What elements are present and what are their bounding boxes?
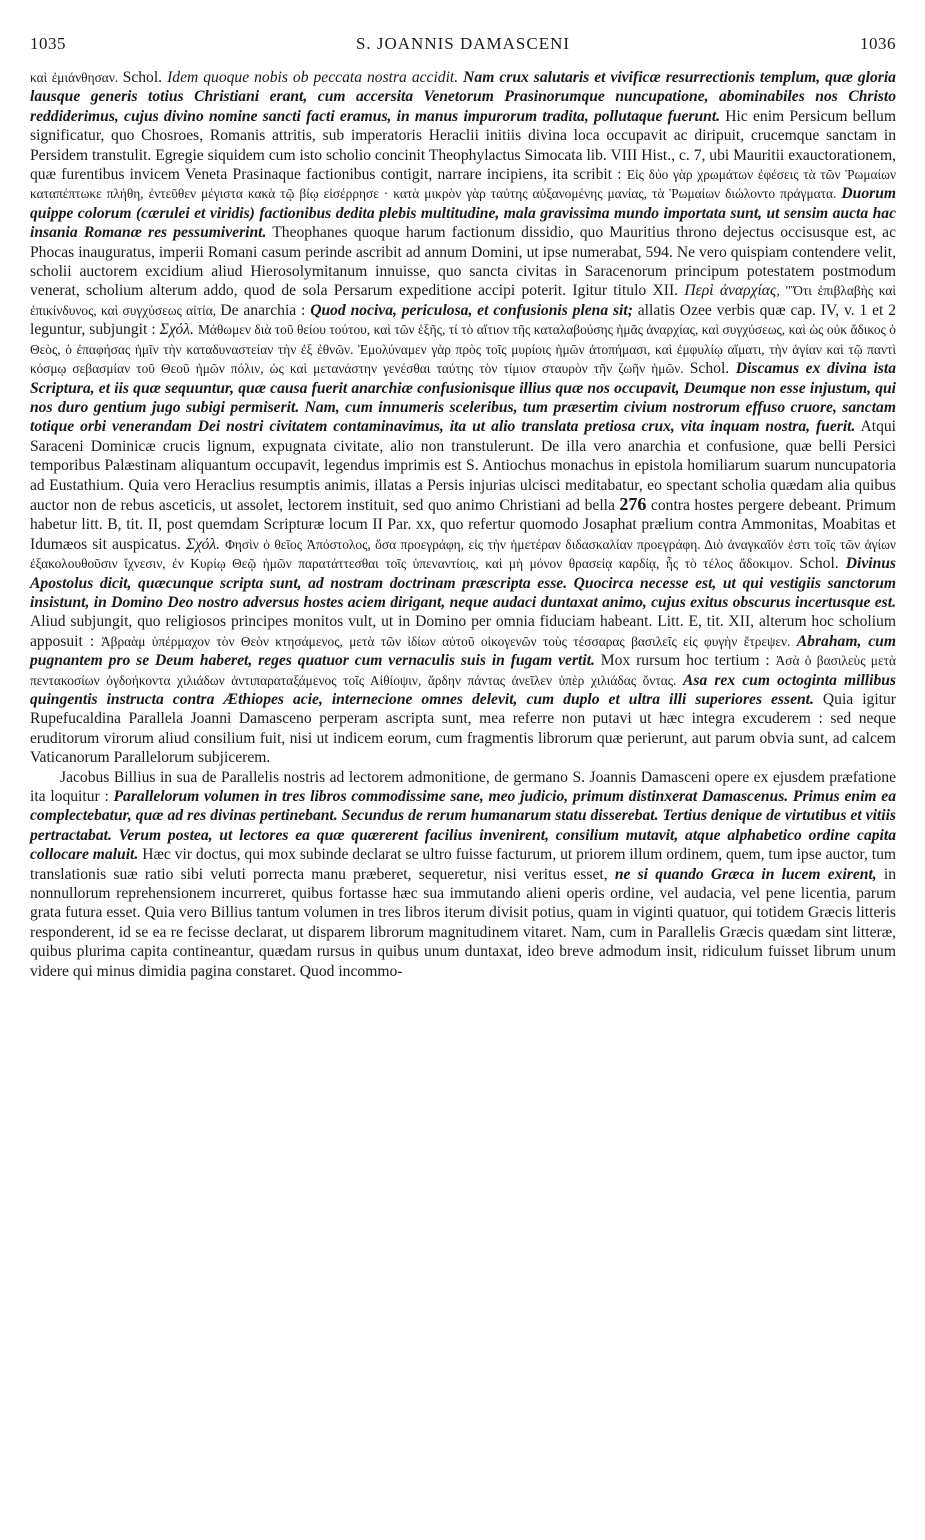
paragraph2-run: in nonnullorum reprehensionem incurreret, quibus fortasse hæc sua immutando alieni operis ordine, vel audacia, vel pene licentia, parum grata futura esset. Quia vero Billius tantum volumen in tres libros iterum divisit potius, quam in viginti quatuor, qui totidem Græcis litteris responderent, id se ea re fecisse declarat, ut disparem librorum magnitudinem vitaret. Nam, cum in Parallelis Græcis quædam sint litteræ, quibus plurima capita contineantur, quædam rursus in quibus unum duntaxat, ideo breve admodum insit, ridiculum fuisset librum unum videre qui minus dimidia pagina constaret. Quod incommo- xyxy=(30,865,896,980)
paragraph1-run: Σχόλ. xyxy=(159,321,198,339)
paragraph1-run: Nam crux salutaris et vivificæ resurrectionis templum, quæ gloria lausque generis totius Christiani erant, cum accersita Venetorum Prasinorumque nuncupatione, abominabiles nos Christo reddiderimus, cujus divino nomine sancti facti eramus, in manus impurorum tradita, pollutaque fuerunt. xyxy=(30,69,896,125)
body-text xyxy=(30,68,896,981)
paragraph1-run: Σχόλ. xyxy=(185,535,226,553)
right-page-number: 1036 xyxy=(859,34,896,53)
paragraph1-run: Idem quoque nobis ob peccata nostra accidit. xyxy=(167,69,464,86)
paragraph1-run: Asa rex cum octoginta millibus quingentis instructa contra Æthiopes acie, internecione omnes delevit, cum duplo et ultra illi superiores essent. xyxy=(30,671,897,708)
paragraph1-run: contra hostes pergere debeant. Primum habetur litt. B, tit. II, post quemdam Scripturæ locum II Par. xx, quo refertur quomodo Josaphat prælium contra Ammonitas, Moabitas et Idumæos sit auspicatus. xyxy=(30,496,896,553)
paragraph1-run: καὶ ἐμιάνθησαν. xyxy=(30,70,123,85)
paragraph1-run: Abraham, cum pugnantem pro se Deum haberet, reges quatuor cum vernaculis suis in fugam vertit. xyxy=(30,632,896,670)
page-header xyxy=(30,34,896,62)
paragraph1-run: , "Ὅτι ἐπιβλαβὴς καὶ ἐπικίνδυνος, καὶ συγχύσεως αἰτία, xyxy=(30,283,897,318)
paragraph2-run: Hæc vir doctus, qui mox subinde declarat se ultro fuisse facturum, ut priorem illum ordinem, quem, tum ipse auctor, tum translationis suæ ratio sibi veluti porrecta manu præberet, sequeretur, nisi veritus esset, xyxy=(30,846,897,883)
paragraph1-run: Duorum quippe colorum (cærulei et viridis) factionibus dedita plebis multitudine, mala gravissima mundo importata sunt, ut sensim aucta hac insania Romanæ res pessumiverint. xyxy=(30,185,896,242)
paragraph1-run: Schol. xyxy=(122,69,168,86)
paragraph1-run: 276 xyxy=(619,493,647,514)
paragraph1-run: Φησὶν ὁ θεῖος Ἀπόστολος, ὅσα προεγράφη, εἰς τὴν ἡμετέραν διδασκαλίαν προεγράφη. Διὸ ἀναγκαῖόν ἐστι τοῖς τῶν ἁγίων ἐξακολουθοῦσιν ἴχνεσιν, ἐν Κυρίῳ Θεῷ ἡμῶν παρατάττεσθαι τοῖς ὑπεναντίοις, καὶ μὴ μόνον θρασείᾳ καρδίᾳ, ἧς τὸ τέλος ἄδοκιμον. xyxy=(30,536,896,572)
paragraph1-run: Περὶ ἀναρχίας xyxy=(684,282,777,300)
paragraph1-run: De anarchia : xyxy=(220,301,311,319)
paragraph1-run: Atqui Saraceni Dominicæ crucis lignum, expugnata civitate, alio non transtulerunt. De illa vero anarchia et confusione, quæ belli Persici temporibus Palæstinam aliquantum occupavit, legendus imprimis est S. Antiochus monachus in epistola homiliarum suarum nuncupatoria ad Eustathium. Quia vero Heraclius resumptis animis, illatas a Persis injurias ulcisci meditabatur, eo spectant scholia quædam alia quibus auctor non de rebus asceticis, ut assolet, lectorem instituit, sed quo animo Christiani ad bella xyxy=(30,418,897,514)
paragraph2-run: Parallelorum volumen in tres libros commodissime sane, meo judicio, primum distinxerat Damascenus. Primus enim ea complectebatur, quæ ad res divinas pertinebant. Secundus de rerum humanarum statu disserebat. Tertius denique de virtutibus et vitiis pertractabat. Verum postea, ut lectores ea quæ quærerent facilius invenirent, consilium mutavit, atque alphabetico ordine capita collocare maluit. xyxy=(30,788,896,864)
paragraph1-run: Mox rursum hoc tertium : xyxy=(594,652,776,670)
paragraph1-run: Ἀσὰ ὁ βασιλεὺς μετὰ πεντακοσίων ὀγδοήκοντα χιλιάδων ἀντιπαραταξάμενος τοῖς Αἰθίοψιν, ἄρδην πάντας ἀνεῖλεν ὑπὲρ χιλιάδας ὄντας. xyxy=(30,653,896,688)
paragraph1-run: Schol. xyxy=(799,555,846,573)
paragraph1-run: Quod nociva, periculosa, et confusionis plena sit; xyxy=(310,301,633,319)
paragraph2-run: Jacobus Billius in sua de Parallelis nostris ad lectorem admonitione, de germano S. Joannis Damasceni opere ex ejusdem præfatione ita loquitur : xyxy=(30,768,896,806)
paragraph1-run: Εἰς δύο γὰρ χρωμάτων ἐφέσεις τὰ τῶν Ῥωμαίων καταπέπτωκε πλήθη, ἐντεῦθεν μέγιστα κακὰ τῷ βίῳ εἰσέρρησε · κατὰ μικρὸν γὰρ ταύτης αὐξανομένης μανίας, τὰ Ῥωμαίων διώλοντο πράγματα. xyxy=(30,167,896,202)
paragraph1-run: Quia igitur Rupefucaldina Parallela Joanni Damasceno perperam ascripta sunt, mea referre non putavi ut hæc integra excuderem : sed neque eruditorum virorum aliud consilium fuit, nisi ut indicem eorum, cum fragmentis librorum quæ perierunt, aut parum obvia sunt, ad calcem Vaticanorum Parallelorum subjicerem. xyxy=(30,691,896,767)
running-title: S. JOANNIS DAMASCENI xyxy=(355,34,571,53)
paragraph1-run: Aliud subjungit, quo religiosos principes monitos vult, ut in Domino per omnia fiduciam habeant. Litt. E, tit. XII, alterum hoc scholium apposuit : xyxy=(30,613,896,650)
paragraph-2 xyxy=(30,768,896,981)
paragraph1-run: allatis Ozee verbis quæ cap. IV, v. 1 et 2 leguntur, subjungit : xyxy=(30,301,897,339)
paragraph1-run: Μάθωμεν διὰ τοῦ θείου τούτου, καὶ τῶν ἑξῆς, τί τὸ αἴτιον τῆς καταλαβούσης ἡμᾶς ἀναρχίας, καὶ συγχύσεως, καὶ ὡς οὐκ ἄδικος ὁ Θεὸς, ὁ ἐπαφήσας ἡμῖν τὴν καταδυναστείαν τὴν ἐξ ἐθνῶν. Ἐμολύναμεν γὰρ πρὸς τοῖς μυρίοις ἡμῶν ἀτοπήμασι, καὶ ἐμφυλίῳ αἵματι, τὴν ἁγίαν καὶ τῷ παντὶ κόσμῳ σεβασμίαν τοῦ Θεοῦ ἡμῶν πόλιν, ὡς καὶ μετανάστην γενέσθαι ταύτης τὸν τίμιον σταυρὸν τῆν ζωῆν ἡμῶν. xyxy=(30,322,896,377)
paragraph-1 xyxy=(30,68,896,768)
paragraph1-run: Ἀβραὰμ ὑπέρμαχον τὸν Θεὸν κτησάμενος, μετὰ τῶν ἰδίων αὐτοῦ οἰκογενῶν τοὺς τέσσαρας βασιλεῖς εἰς φυγὴν ἔτρεψεν. xyxy=(101,633,797,649)
paragraph1-run: Theophanes quoque harum factionum dissidio, quo Mauritius throno dejectus occisusque est, ac Phocas inauguratus, imperii Romani casum perinde ascribit ad annum Domini, ut ipse numerabat, 594. Ne vero quispiam contendere velit, scholii auctorem excidium aliud Hierosolymitanum innuisse, quo sancta civitas in Saracenorum principum potestatem postmodum venerat, scholium alterum addo, quod de sola Persarum expeditione accipi poterit. Igitur titulo XII. xyxy=(30,224,896,300)
paragraph1-run: Discamus ex divina ista Scriptura, et iis quæ sequuntur, quæ causa fuerit anarchiæ confusionisque illius quæ nos occupavit, Deumque non esse injustum, qui nos duro gentium jugo subigi permiserit. Nam, cum innumeris sceleribus, tum præsertim civium nostrorum effuso cruore, sanctam totique orbi venerandam Dei nostri civitatem contaminavimus, ita ut alio translata pretiosa crux, vita inquam nostra, fuerit. xyxy=(30,360,897,436)
paragraph1-run: Divinus Apostolus dicit, quæcunque scripta sunt, ad nostram doctrinam præscripta esse. Quocirca necesse est, ut qui vestigiis sanctorum insistunt, in Domino Deo nostro adversus hostes aciem dirigant, neque audaci duntaxat animo, cujus exitus obscurus incertusque est. xyxy=(30,555,896,611)
left-page-number: 1035 xyxy=(30,34,66,53)
paragraph1-run: Hic enim Persicum bellum significatur, quo Chosroes, Romanis attritis, sub imperatoris Heraclii initiis divina loca occupavit ac diripuit, crucemque sanctam in Persidem transtulit. Egregie siquidem cum isto scholio concinit Theophylactus Simocata lib. VIII Hist., c. 7, ubi Mauritii exauctorationem, quæ furentibus invicem Veneta Prasinaque factionibus contigit, narrare incipiens, ita scribit : xyxy=(30,107,896,184)
paragraph1-run: Schol. xyxy=(689,360,736,378)
paragraph2-run: ne si quando Græca in lucem exirent, xyxy=(614,865,877,883)
page xyxy=(30,34,896,981)
